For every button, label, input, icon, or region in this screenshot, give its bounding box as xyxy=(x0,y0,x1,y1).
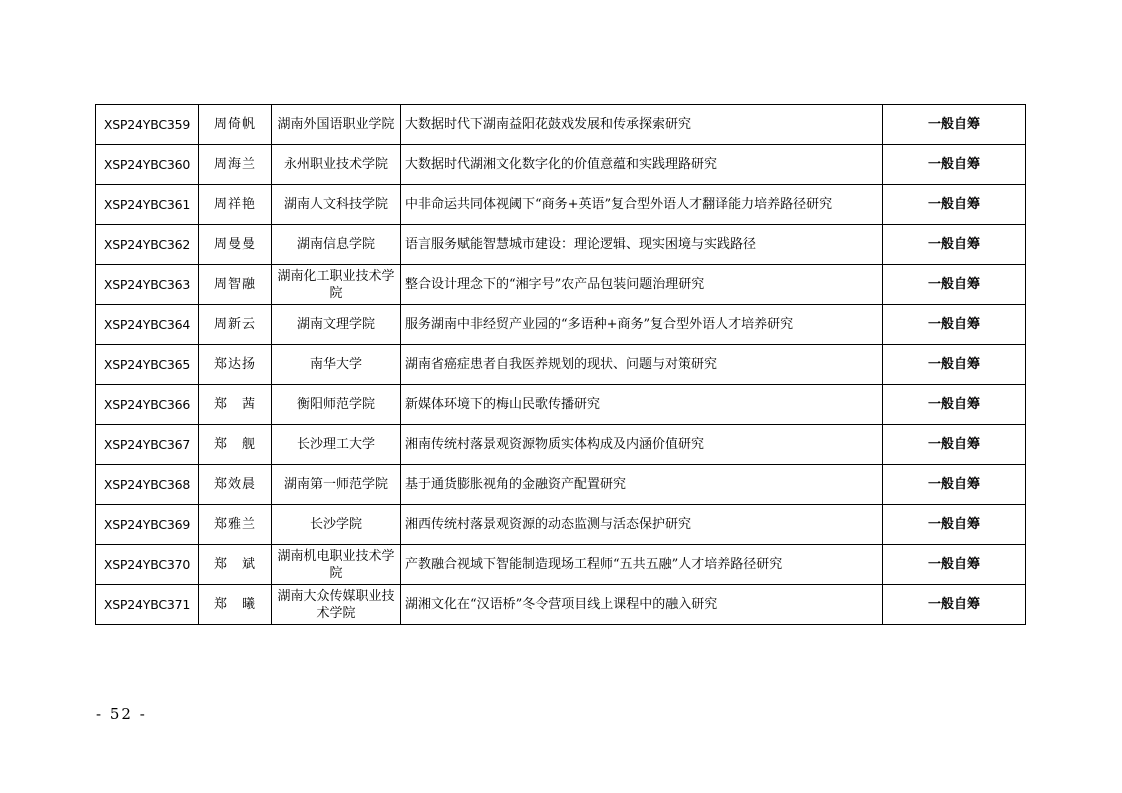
principal-name-cell: 周倚帆 xyxy=(199,105,272,145)
institution-cell: 湖南外国语职业学院 xyxy=(272,105,401,145)
project-category-cell: 一般自筹 xyxy=(883,585,1026,625)
institution-cell: 湖南第一师范学院 xyxy=(272,465,401,505)
project-code-cell: XSP24YBC359 xyxy=(96,105,199,145)
principal-name-cell: 郑 舰 xyxy=(199,425,272,465)
project-title-cell: 基于通货膨胀视角的金融资产配置研究 xyxy=(401,465,883,505)
institution-cell: 湖南信息学院 xyxy=(272,225,401,265)
project-category-cell: 一般自筹 xyxy=(883,265,1026,305)
table-row xyxy=(96,545,1026,585)
project-title-cell: 大数据时代湖湘文化数字化的价值意蕴和实践理路研究 xyxy=(401,145,883,185)
table-row xyxy=(96,225,1026,265)
institution-cell: 长沙学院 xyxy=(272,505,401,545)
project-title-cell: 语言服务赋能智慧城市建设：理论逻辑、现实困境与实践路径 xyxy=(401,225,883,265)
project-table xyxy=(95,104,1026,625)
project-title-cell: 大数据时代下湖南益阳花鼓戏发展和传承探索研究 xyxy=(401,105,883,145)
project-code-cell: XSP24YBC362 xyxy=(96,225,199,265)
project-category-cell: 一般自筹 xyxy=(883,105,1026,145)
table-row xyxy=(96,505,1026,545)
principal-name-cell: 周曼曼 xyxy=(199,225,272,265)
project-table-body xyxy=(96,105,1026,625)
institution-cell: 长沙理工大学 xyxy=(272,425,401,465)
institution-cell: 衡阳师范学院 xyxy=(272,385,401,425)
page-number: - 52 - xyxy=(96,705,147,723)
principal-name-cell: 周智融 xyxy=(199,265,272,305)
project-code-cell: XSP24YBC360 xyxy=(96,145,199,185)
project-title-cell: 湖南省癌症患者自我医养规划的现状、问题与对策研究 xyxy=(401,345,883,385)
principal-name-cell: 郑达扬 xyxy=(199,345,272,385)
project-category-cell: 一般自筹 xyxy=(883,505,1026,545)
project-category-cell: 一般自筹 xyxy=(883,385,1026,425)
principal-name-cell: 郑雅兰 xyxy=(199,505,272,545)
principal-name-cell: 周海兰 xyxy=(199,145,272,185)
table-row xyxy=(96,105,1026,145)
project-code-cell: XSP24YBC370 xyxy=(96,545,199,585)
project-category-cell: 一般自筹 xyxy=(883,345,1026,385)
table-row xyxy=(96,145,1026,185)
principal-name-cell: 郑效晨 xyxy=(199,465,272,505)
project-category-cell: 一般自筹 xyxy=(883,545,1026,585)
project-category-cell: 一般自筹 xyxy=(883,185,1026,225)
project-category-cell: 一般自筹 xyxy=(883,145,1026,185)
project-code-cell: XSP24YBC365 xyxy=(96,345,199,385)
institution-cell: 南华大学 xyxy=(272,345,401,385)
project-code-cell: XSP24YBC371 xyxy=(96,585,199,625)
table-row xyxy=(96,305,1026,345)
principal-name-cell: 郑 茜 xyxy=(199,385,272,425)
project-code-cell: XSP24YBC366 xyxy=(96,385,199,425)
principal-name-cell: 周新云 xyxy=(199,305,272,345)
project-category-cell: 一般自筹 xyxy=(883,425,1026,465)
table-row xyxy=(96,585,1026,625)
project-code-cell: XSP24YBC363 xyxy=(96,265,199,305)
project-category-cell: 一般自筹 xyxy=(883,305,1026,345)
project-title-cell: 整合设计理念下的“湘字号”农产品包装问题治理研究 xyxy=(401,265,883,305)
principal-name-cell: 郑 斌 xyxy=(199,545,272,585)
institution-cell: 湖南人文科技学院 xyxy=(272,185,401,225)
project-title-cell: 服务湖南中非经贸产业园的“多语种+商务”复合型外语人才培养研究 xyxy=(401,305,883,345)
table-row xyxy=(96,265,1026,305)
project-title-cell: 湘西传统村落景观资源的动态监测与活态保护研究 xyxy=(401,505,883,545)
project-code-cell: XSP24YBC361 xyxy=(96,185,199,225)
project-title-cell: 湖湘文化在“汉语桥”冬令营项目线上课程中的融入研究 xyxy=(401,585,883,625)
project-code-cell: XSP24YBC367 xyxy=(96,425,199,465)
project-category-cell: 一般自筹 xyxy=(883,225,1026,265)
project-code-cell: XSP24YBC364 xyxy=(96,305,199,345)
institution-cell: 永州职业技术学院 xyxy=(272,145,401,185)
institution-cell: 湖南机电职业技术学院 xyxy=(272,545,401,585)
table-row xyxy=(96,425,1026,465)
institution-cell: 湖南化工职业技术学院 xyxy=(272,265,401,305)
table-row xyxy=(96,465,1026,505)
project-title-cell: 中非命运共同体视阈下“商务+英语”复合型外语人才翻译能力培养路径研究 xyxy=(401,185,883,225)
institution-cell: 湖南文理学院 xyxy=(272,305,401,345)
principal-name-cell: 郑 曦 xyxy=(199,585,272,625)
project-title-cell: 新媒体环境下的梅山民歌传播研究 xyxy=(401,385,883,425)
table-row xyxy=(96,185,1026,225)
institution-cell: 湖南大众传媒职业技术学院 xyxy=(272,585,401,625)
project-category-cell: 一般自筹 xyxy=(883,465,1026,505)
project-code-cell: XSP24YBC369 xyxy=(96,505,199,545)
table-row xyxy=(96,345,1026,385)
project-title-cell: 产教融合视域下智能制造现场工程师“五共五融”人才培养路径研究 xyxy=(401,545,883,585)
table-row xyxy=(96,385,1026,425)
project-code-cell: XSP24YBC368 xyxy=(96,465,199,505)
principal-name-cell: 周祥艳 xyxy=(199,185,272,225)
project-title-cell: 湘南传统村落景观资源物质实体构成及内涵价值研究 xyxy=(401,425,883,465)
